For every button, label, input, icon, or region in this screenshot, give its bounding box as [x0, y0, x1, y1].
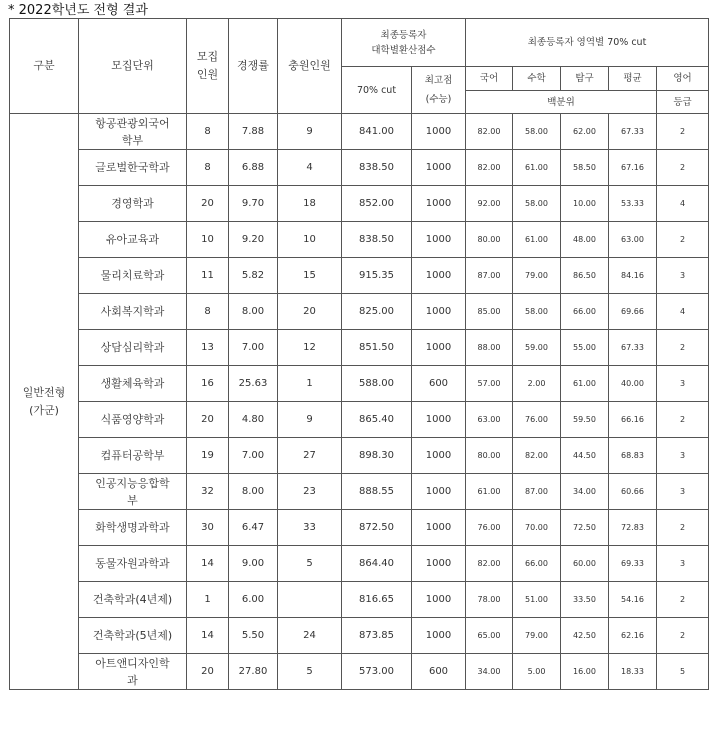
average-cell: 66.16 — [609, 402, 657, 438]
korean-cell: 63.00 — [466, 402, 513, 438]
header-score-group: 최종등록자 대학별환산점수 — [342, 19, 466, 67]
header-division: 구분 — [10, 19, 79, 114]
english-cell: 2 — [657, 402, 709, 438]
unit-cell: 건축학과(5년제) — [79, 618, 187, 654]
quota-cell: 16 — [187, 366, 229, 402]
unit-cell: 인공지능응합학 부 — [79, 474, 187, 510]
korean-cell: 92.00 — [466, 186, 513, 222]
unit-cell: 항공관광외국어 학부 — [79, 114, 187, 150]
quota-cell: 20 — [187, 402, 229, 438]
quota-cell: 1 — [187, 582, 229, 618]
additional-cell: 15 — [278, 258, 342, 294]
table-row — [10, 654, 709, 690]
competition-cell: 9.20 — [229, 222, 278, 258]
max-score-cell: 1000 — [412, 114, 466, 150]
math-cell: 2.00 — [513, 366, 561, 402]
table-row — [10, 438, 709, 474]
inquiry-cell: 44.50 — [561, 438, 609, 474]
average-cell: 68.83 — [609, 438, 657, 474]
inquiry-cell: 58.50 — [561, 150, 609, 186]
english-cell: 4 — [657, 186, 709, 222]
quota-cell: 30 — [187, 510, 229, 546]
korean-cell: 65.00 — [466, 618, 513, 654]
korean-cell: 80.00 — [466, 222, 513, 258]
unit-cell: 아트앤디자인학 과 — [79, 654, 187, 690]
quota-cell: 14 — [187, 546, 229, 582]
max-score-cell: 1000 — [412, 402, 466, 438]
average-cell: 84.16 — [609, 258, 657, 294]
math-cell: 79.00 — [513, 258, 561, 294]
korean-cell: 82.00 — [466, 150, 513, 186]
cut70-cell: 888.55 — [342, 474, 412, 510]
additional-cell: 12 — [278, 330, 342, 366]
inquiry-cell: 34.00 — [561, 474, 609, 510]
english-cell: 2 — [657, 618, 709, 654]
korean-cell: 85.00 — [466, 294, 513, 330]
unit-cell: 사회복지학과 — [79, 294, 187, 330]
additional-cell: 9 — [278, 114, 342, 150]
inquiry-cell: 59.50 — [561, 402, 609, 438]
unit-cell: 경영학과 — [79, 186, 187, 222]
table-row — [10, 510, 709, 546]
korean-cell: 80.00 — [466, 438, 513, 474]
english-cell: 3 — [657, 546, 709, 582]
english-cell: 2 — [657, 114, 709, 150]
quota-cell: 20 — [187, 654, 229, 690]
max-score-cell: 1000 — [412, 438, 466, 474]
inquiry-cell: 42.50 — [561, 618, 609, 654]
cut70-cell: 872.50 — [342, 510, 412, 546]
math-cell: 51.00 — [513, 582, 561, 618]
unit-cell: 동물자원과학과 — [79, 546, 187, 582]
english-cell: 4 — [657, 294, 709, 330]
inquiry-cell: 61.00 — [561, 366, 609, 402]
competition-cell: 5.82 — [229, 258, 278, 294]
quota-cell: 32 — [187, 474, 229, 510]
cut70-cell: 898.30 — [342, 438, 412, 474]
max-score-cell: 1000 — [412, 222, 466, 258]
quota-cell: 10 — [187, 222, 229, 258]
header-percentile: 백분위 — [466, 91, 657, 114]
math-cell: 61.00 — [513, 222, 561, 258]
competition-cell: 5.50 — [229, 618, 278, 654]
quota-cell: 13 — [187, 330, 229, 366]
unit-cell: 생활체육학과 — [79, 366, 187, 402]
quota-cell: 11 — [187, 258, 229, 294]
header-quota: 모집 인원 — [187, 19, 229, 114]
unit-cell: 글로벌한국학과 — [79, 150, 187, 186]
inquiry-cell: 62.00 — [561, 114, 609, 150]
max-score-cell: 1000 — [412, 294, 466, 330]
unit-cell: 식품영양학과 — [79, 402, 187, 438]
admission-results-table — [9, 18, 709, 690]
cut70-cell: 588.00 — [342, 366, 412, 402]
quota-cell: 19 — [187, 438, 229, 474]
table-row — [10, 150, 709, 186]
cut70-cell: 851.50 — [342, 330, 412, 366]
math-cell: 58.00 — [513, 186, 561, 222]
inquiry-cell: 10.00 — [561, 186, 609, 222]
header-additional: 충원인원 — [278, 19, 342, 114]
english-cell: 2 — [657, 222, 709, 258]
max-score-cell: 1000 — [412, 258, 466, 294]
table-row — [10, 618, 709, 654]
max-score-cell: 1000 — [412, 618, 466, 654]
additional-cell: 10 — [278, 222, 342, 258]
max-score-cell: 1000 — [412, 474, 466, 510]
average-cell: 67.33 — [609, 114, 657, 150]
additional-cell — [278, 582, 342, 618]
average-cell: 62.16 — [609, 618, 657, 654]
table-row — [10, 258, 709, 294]
table-row — [10, 402, 709, 438]
average-cell: 54.16 — [609, 582, 657, 618]
average-cell: 63.00 — [609, 222, 657, 258]
korean-cell: 78.00 — [466, 582, 513, 618]
math-cell: 82.00 — [513, 438, 561, 474]
competition-cell: 6.47 — [229, 510, 278, 546]
header-max-score: 최고점 (수능) — [412, 67, 466, 114]
inquiry-cell: 33.50 — [561, 582, 609, 618]
cut70-cell: 838.50 — [342, 222, 412, 258]
max-score-cell: 600 — [412, 366, 466, 402]
inquiry-cell: 86.50 — [561, 258, 609, 294]
quota-cell: 8 — [187, 294, 229, 330]
quota-cell: 8 — [187, 150, 229, 186]
additional-cell: 18 — [278, 186, 342, 222]
korean-cell: 82.00 — [466, 114, 513, 150]
competition-cell: 8.00 — [229, 474, 278, 510]
table-row — [10, 582, 709, 618]
average-cell: 67.33 — [609, 330, 657, 366]
math-cell: 5.00 — [513, 654, 561, 690]
cut70-cell: 865.40 — [342, 402, 412, 438]
english-cell: 3 — [657, 258, 709, 294]
page-title: * 2022학년도 전형 결과 — [8, 3, 148, 18]
math-cell: 58.00 — [513, 114, 561, 150]
max-score-cell: 1000 — [412, 546, 466, 582]
korean-cell: 34.00 — [466, 654, 513, 690]
unit-cell: 물리치료학과 — [79, 258, 187, 294]
competition-cell: 7.00 — [229, 330, 278, 366]
math-cell: 59.00 — [513, 330, 561, 366]
cut70-cell: 864.40 — [342, 546, 412, 582]
inquiry-cell: 55.00 — [561, 330, 609, 366]
korean-cell: 76.00 — [466, 510, 513, 546]
table-row — [10, 366, 709, 402]
korean-cell: 87.00 — [466, 258, 513, 294]
competition-cell: 25.63 — [229, 366, 278, 402]
table-row — [10, 546, 709, 582]
competition-cell: 4.80 — [229, 402, 278, 438]
header-average: 평균 — [609, 67, 657, 91]
inquiry-cell: 72.50 — [561, 510, 609, 546]
competition-cell: 9.00 — [229, 546, 278, 582]
cut70-cell: 841.00 — [342, 114, 412, 150]
header-competition: 경쟁률 — [229, 19, 278, 114]
additional-cell: 24 — [278, 618, 342, 654]
cut70-cell: 873.85 — [342, 618, 412, 654]
competition-cell: 8.00 — [229, 294, 278, 330]
cut70-cell: 816.65 — [342, 582, 412, 618]
quota-cell: 8 — [187, 114, 229, 150]
math-cell: 79.00 — [513, 618, 561, 654]
cut70-cell: 915.35 — [342, 258, 412, 294]
max-score-cell: 1000 — [412, 186, 466, 222]
header-cut70: 70% cut — [342, 67, 412, 114]
quota-cell: 14 — [187, 618, 229, 654]
english-cell: 3 — [657, 438, 709, 474]
additional-cell: 23 — [278, 474, 342, 510]
cut70-cell: 573.00 — [342, 654, 412, 690]
additional-cell: 20 — [278, 294, 342, 330]
division-cell: 일반전형 (가군) — [10, 114, 79, 690]
cut70-cell: 852.00 — [342, 186, 412, 222]
math-cell: 61.00 — [513, 150, 561, 186]
quota-cell: 20 — [187, 186, 229, 222]
english-cell: 2 — [657, 510, 709, 546]
average-cell: 72.83 — [609, 510, 657, 546]
math-cell: 87.00 — [513, 474, 561, 510]
additional-cell: 27 — [278, 438, 342, 474]
header-grade: 등급 — [657, 91, 709, 114]
header-inquiry: 탐구 — [561, 67, 609, 91]
average-cell: 69.66 — [609, 294, 657, 330]
header-korean: 국어 — [466, 67, 513, 91]
max-score-cell: 1000 — [412, 582, 466, 618]
table-row — [10, 474, 709, 510]
max-score-cell: 1000 — [412, 330, 466, 366]
average-cell: 67.16 — [609, 150, 657, 186]
average-cell: 18.33 — [609, 654, 657, 690]
math-cell: 66.00 — [513, 546, 561, 582]
english-cell: 2 — [657, 582, 709, 618]
korean-cell: 57.00 — [466, 366, 513, 402]
cut70-cell: 825.00 — [342, 294, 412, 330]
average-cell: 69.33 — [609, 546, 657, 582]
korean-cell: 61.00 — [466, 474, 513, 510]
additional-cell: 5 — [278, 654, 342, 690]
max-score-cell: 1000 — [412, 510, 466, 546]
inquiry-cell: 66.00 — [561, 294, 609, 330]
math-cell: 58.00 — [513, 294, 561, 330]
math-cell: 76.00 — [513, 402, 561, 438]
additional-cell: 5 — [278, 546, 342, 582]
table-row — [10, 114, 709, 150]
unit-cell: 건축학과(4년제) — [79, 582, 187, 618]
max-score-cell: 600 — [412, 654, 466, 690]
max-score-cell: 1000 — [412, 150, 466, 186]
table-row — [10, 186, 709, 222]
inquiry-cell: 60.00 — [561, 546, 609, 582]
additional-cell: 9 — [278, 402, 342, 438]
average-cell: 53.33 — [609, 186, 657, 222]
additional-cell: 33 — [278, 510, 342, 546]
unit-cell: 화학생명과학과 — [79, 510, 187, 546]
competition-cell: 7.88 — [229, 114, 278, 150]
korean-cell: 88.00 — [466, 330, 513, 366]
competition-cell: 6.88 — [229, 150, 278, 186]
competition-cell: 27.80 — [229, 654, 278, 690]
english-cell: 2 — [657, 330, 709, 366]
additional-cell: 1 — [278, 366, 342, 402]
math-cell: 70.00 — [513, 510, 561, 546]
english-cell: 2 — [657, 150, 709, 186]
additional-cell: 4 — [278, 150, 342, 186]
average-cell: 40.00 — [609, 366, 657, 402]
competition-cell: 9.70 — [229, 186, 278, 222]
competition-cell: 6.00 — [229, 582, 278, 618]
average-cell: 60.66 — [609, 474, 657, 510]
korean-cell: 82.00 — [466, 546, 513, 582]
table-row — [10, 294, 709, 330]
table-row — [10, 222, 709, 258]
english-cell: 5 — [657, 654, 709, 690]
header-math: 수학 — [513, 67, 561, 91]
header-english: 영어 — [657, 67, 709, 91]
unit-cell: 유아교육과 — [79, 222, 187, 258]
header-unit: 모집단위 — [79, 19, 187, 114]
unit-cell: 컴퓨터공학부 — [79, 438, 187, 474]
inquiry-cell: 16.00 — [561, 654, 609, 690]
english-cell: 3 — [657, 366, 709, 402]
inquiry-cell: 48.00 — [561, 222, 609, 258]
english-cell: 3 — [657, 474, 709, 510]
cut70-cell: 838.50 — [342, 150, 412, 186]
unit-cell: 상담심리학과 — [79, 330, 187, 366]
competition-cell: 7.00 — [229, 438, 278, 474]
header-area-group: 최종등록자 영역별 70% cut — [466, 19, 709, 67]
table-row — [10, 330, 709, 366]
